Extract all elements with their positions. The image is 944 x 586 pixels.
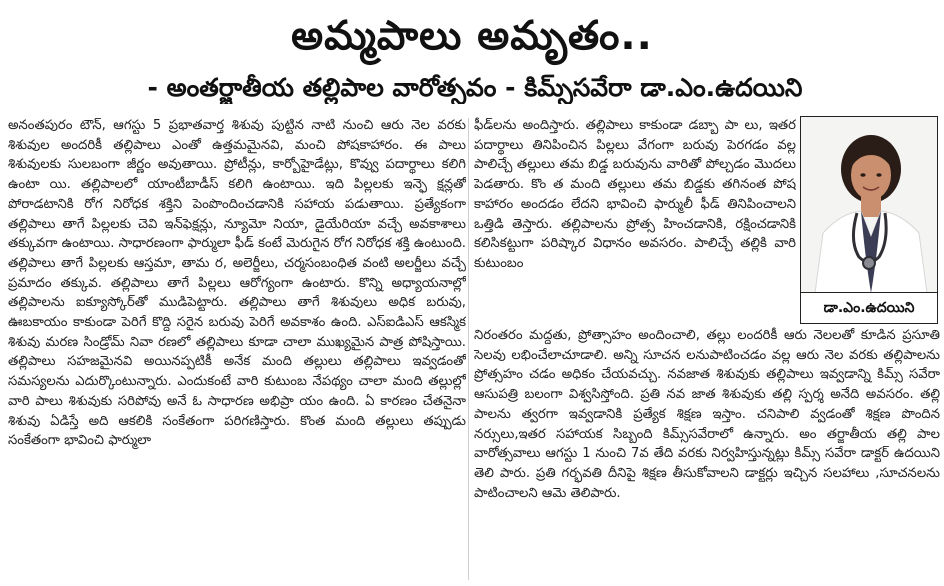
doctor-photo	[800, 116, 938, 324]
headline: అమ్మపాలు అమృతం..	[291, 13, 653, 59]
article-column-right-bottom: నిరంతరం మద్దతు, ప్రోత్సాహం అందించాలి, తల్లు లందరికీ ఆరు నెలలతో కూడిన ప్రసూతి సెలవు లభించేలాచూడాలి. అన్ని సూచన లనుపాటించడం వల్ల ఆరు నెల వరకు తల్లిపాలను ప్రోత్సహం చడం అధికం చేయవచ్చు. నవజాత శిశువుకు తల్లిపాలు ఇవ్వడాన్ని కిమ్స్ సవేరా ఆసుపత్రి బలంగా విశ్వసిస్తోంది. ప్రతి నవ జాత శిశువుకు తల్లి స్పర్శ అనేది అవసరం. తల్లి పాలను త్వరగా ఇవ్వడానికి ప్రత్యేక శిక్షణ ఇస్తాం. చనిపాలి వ్వడంతో శిక్షణ పొందిన నర్సులు,ఇతర సహాయక సిబ్బంది కిమ్స్‌సవేరాలో ఉన్నారు. అం తర్జాతీయ తల్లి పాల వారోత్సవాలు ఆగస్టు 1 నుంచి 7వ తేది వరకు నిర్వహిస్తున్నట్లు కిమ్స్ సవేరా డాక్టర్ ఉదయిని తెలి పారు. ప్రతి గర్భవతి దీనిపై శిక్షణ తీసుకోవాలని డాక్టర్లు ఇచ్చిన సలహాలు ,సూచనలను పాటించాలని ఆమె తెలిపారు.	[474, 328, 940, 501]
article-column-right-top: ఫీడ్‌లను అందిస్తారు. తల్లిపాలు కాకుండా డబ్బా పా లు, ఇతర పదార్థాలు తినిపించిన పిల్లలు వేగంగా బరువు పెరగడం వల్ల పాలిచ్చే తల్లులు తమ బిడ్డ బరువును వారితో పోల్చడం మొదలు పెడతారు. కొం త మంది తల్లులు తమ బిడ్డకు తగినంత పోష కాహారం అందడం లేదని భావించి ఫార్ములీ ఫీడ్ తినిపించాలని ఒత్తిడి తెస్తారు. తల్లిపాలను ప్రోత్స హించడానికి, రక్షించడానికి కలిసికట్టుగా పరిష్కార విధానం అవసరం. పాలిచ్చే తల్లికి వారి కుటుంబం	[474, 118, 796, 271]
photo-caption: డా.ఎం.ఉదయిని	[801, 292, 937, 323]
column-divider	[468, 118, 469, 580]
subheadline: - అంతర్జాతీయ తల్లిపాల వారోత్సవం - కిమ్స్‌సవేరా డా.ఎం.ఉదయిని	[147, 73, 803, 102]
article-column-left: అనంతపురం టౌన్, ఆగస్టు 5 ప్రభాతవార్త శిశువు పుట్టిన నాటి నుంచి ఆరు నెల వరకు శిశువుల అందరికీ తల్లిపాలు ఎంతో ఉత్తమమైనవి, మంచి పోషకాహారం. ఈ పాలు శిశువులకు సులబంగా జీర్ణం అవుతాయి. ప్రోటీన్లు, కార్బోహైడేట్లు, కొవ్వు పదార్థాలు కలిగి ఉంటా యి. తల్లిపాలలో యాంటీబాడీస్ కలిగి ఉంటాయి. ఇది పిల్లలకు ఇన్ఫె క్షన్లతో పోరాడటానికి రోగ నిరోధక శక్తిని పెంపొందించడానికి సహాయ పడుతాయి. ప్రత్యేకంగా తల్లిపాలు తాగే పిల్లలకు చెవి ఇన్‌ఫెక్షన్లు, న్యూమో నియా, డైయేరియా వచ్చే అవకాశాలు తక్కువగా ఉంటాయి. సాధారణంగా ఫార్ములా ఫీడ్ కంటే మెరుగైన రోగ నిరోధక శక్తి ఉంటుంది. తల్లిపాలు తాగే పిల్లలకు ఆస్తమా, తామ ర, అలెర్జీలు, చర్మసంబంధిత వంటి అలర్జీలు వచ్చే ప్రమాదం తక్కువ. తల్లిపాలు తాగే పిల్లలు ఆరోగ్యంగా ఉంటారు. కొన్ని అధ్యాయనాల్లో తల్లిపాలను ఐక్యూస్కోర్‌తో ముడిపెట్టారు. తల్లిపాలు తాగే శిశువులు అధిక బరువు, ఊబకాయం కాకుండా పెరిగే కొద్ది సరైన బరువు పెరిగే అవకాశం ఉంది. ఎస్ఐడిఎస్ ఆకస్మిక శిశువు మరణ సిండ్రోమ్ నివా రణలో తల్లిపాలు కూడా చాలా ముఖ్యమైన పాత్ర పోషిస్తాయి. తల్లిపాలు సహజమైనవి అయినప్పటికీ అనేక మంది తల్లులు తల్లిపాలు ఇవ్వడంతో సమస్యలను ఎదుర్కొంటున్నారు. ఎందుకంటే వారి కుటుంబ నేపథ్యం చాలా మంది తల్లుల్లో వారి పాలు శిశువుకు సరిపోవు అనే ఓ సాధారణ అభిప్రా యం ఉంది. ఏ కారణం చేతనైనా శిశువు ఏడిస్తే అది ఆకలికి సంకేతంగా పరిగణిస్తారు. కొంత మంది తల్లులు తప్పుడు సంకేతంగా భావించి ఫార్ములా	[8, 118, 466, 449]
doctor-portrait-illustration	[801, 117, 937, 293]
